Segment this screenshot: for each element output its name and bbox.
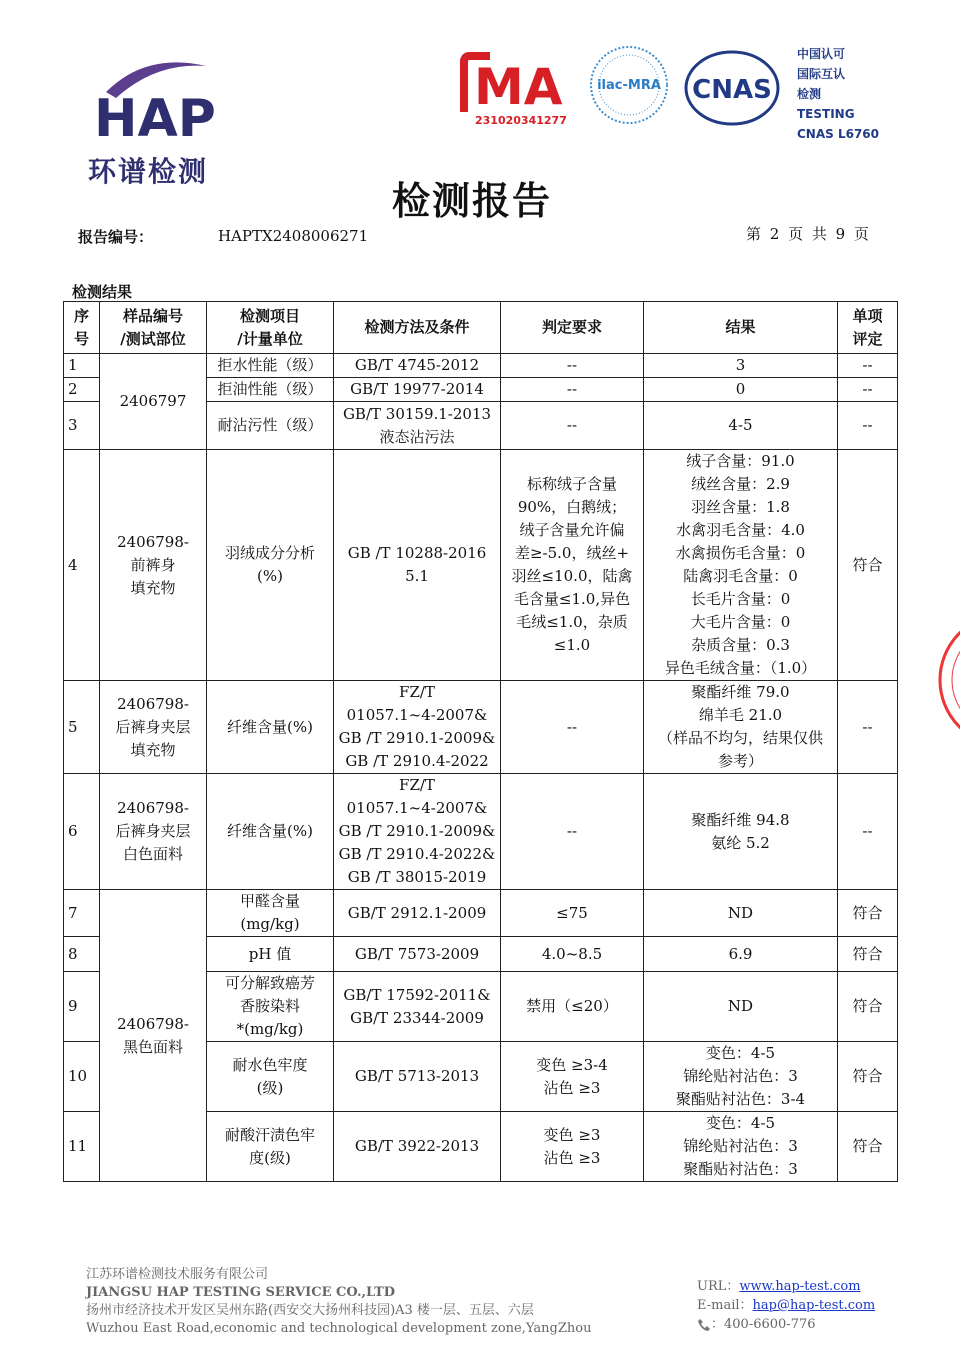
cell-requirement: -- [501, 378, 644, 402]
cnas-line: 检测 [797, 87, 822, 101]
cell-result: 变色：4-5 锦纶贴衬沾色：3 聚酯贴衬沾色：3 [644, 1112, 838, 1182]
col-header-result: 结果 [644, 302, 838, 354]
cell-item: 纤维含量(%) [207, 774, 334, 890]
cell-evaluation: 符合 [838, 972, 898, 1042]
cell-requirement: 变色 ≥3-4 沾色 ≥3 [501, 1042, 644, 1112]
cell-method: GB/T 19977-2014 [334, 378, 501, 402]
cell-method: GB/T 3922-2013 [334, 1112, 501, 1182]
cell-evaluation: -- [838, 354, 898, 378]
cell-seq: 9 [64, 972, 100, 1042]
ilac-logo-text: ilac-MRA [597, 78, 661, 93]
cell-result: 3 [644, 354, 838, 378]
col-header-item: 检测项目 /计量单位 [207, 302, 334, 354]
col-header-seq: 序 号 [64, 302, 100, 354]
cell-sample: 2406798- 前裤身 填充物 [100, 450, 207, 681]
cell-seq: 11 [64, 1112, 100, 1182]
results-table [63, 301, 898, 1182]
col-header-sample: 样品编号 /测试部位 [100, 302, 207, 354]
table-header-row [64, 302, 898, 354]
cell-method: GB/T 4745-2012 [334, 354, 501, 378]
cell-evaluation: 符合 [838, 1042, 898, 1112]
cell-item: 羽绒成分分析 (%) [207, 450, 334, 681]
col-header-requirement: 判定要求 [501, 302, 644, 354]
cell-seq: 10 [64, 1042, 100, 1112]
hap-logo-subtitle: 环谱检测 [88, 155, 209, 188]
col-header-evaluation: 单项 评定 [838, 302, 898, 354]
footer-company-cn: 江苏环谱检测技术服务有限公司 [86, 1267, 269, 1282]
cell-item: 拒水性能（级） [207, 354, 334, 378]
seal-stamp-fragment [936, 610, 960, 750]
cnas-logo [684, 48, 780, 128]
cell-method: GB/T 17592-2011& GB/T 23344-2009 [334, 972, 501, 1042]
table-row [64, 890, 898, 937]
footer-contact [697, 1277, 875, 1334]
report-number-label: 报告编号： [78, 228, 154, 246]
table-row [64, 450, 898, 681]
cnas-line: 国际互认 [797, 67, 846, 81]
cell-item: 耐水色牢度 (级) [207, 1042, 334, 1112]
cnas-accreditation-text [797, 44, 917, 144]
cell-evaluation: 符合 [838, 450, 898, 681]
cell-evaluation: -- [838, 402, 898, 450]
cell-result: 4-5 [644, 402, 838, 450]
phone-prefix: ： [711, 1317, 725, 1332]
cell-requirement: 禁用（≤20） [501, 972, 644, 1042]
cnas-logo-text: CNAS [692, 75, 772, 105]
cma-number: 231020341277 [475, 114, 567, 127]
cell-result: 变色：4-5 锦纶贴衬沾色：3 聚酯贴衬沾色：3-4 [644, 1042, 838, 1112]
cell-requirement: 变色 ≥3 沾色 ≥3 [501, 1112, 644, 1182]
cell-sample: 2406798- 黑色面料 [100, 890, 207, 1182]
cell-result: 聚酯纤维 79.0 绵羊毛 21.0 （样品不均匀，结果仅供 参考） [644, 681, 838, 774]
cell-seq: 8 [64, 937, 100, 972]
section-title: 检测结果 [72, 283, 133, 301]
cell-result: 0 [644, 378, 838, 402]
cell-requirement: 标称绒子含量 90%，白鹅绒； 绒子含量允许偏 差≥-5.0，绒丝+ 羽丝≤10.0，陆禽 毛含量≤1.0,异色 毛绒≤1.0，杂质 ≤1.0 [501, 450, 644, 681]
cell-requirement: -- [501, 354, 644, 378]
cell-evaluation: -- [838, 681, 898, 774]
cnas-line: 中国认可 [797, 47, 846, 61]
cell-item: 耐酸汗渍色牢 度(级) [207, 1112, 334, 1182]
cell-requirement: -- [501, 402, 644, 450]
cell-method: GB/T 2912.1-2009 [334, 890, 501, 937]
cell-result: ND [644, 890, 838, 937]
cell-item: 拒油性能（级） [207, 378, 334, 402]
footer-company-en: JIANGSU HAP TESTING SERVICE CO.,LTD [86, 1285, 396, 1300]
ilac-mra-logo [588, 44, 670, 126]
email-link[interactable]: hap@hap-test.com [752, 1298, 876, 1313]
cnas-line: TESTING [797, 107, 855, 121]
phone-icon [697, 1318, 711, 1332]
cell-result: 聚酯纤维 94.8 氨纶 5.2 [644, 774, 838, 890]
cell-item: pH 值 [207, 937, 334, 972]
document-title: 检测报告 [391, 178, 552, 223]
cell-method: FZ/T 01057.1~4-2007& GB /T 2910.1-2009& GB /T 2910.4-2022 [334, 681, 501, 774]
cell-evaluation: 符合 [838, 890, 898, 937]
url-label: URL： [697, 1279, 740, 1294]
cell-method: FZ/T 01057.1~4-2007& GB /T 2910.1-2009& GB /T 2910.4-2022& GB /T 38015-2019 [334, 774, 501, 890]
cell-seq: 1 [64, 354, 100, 378]
cell-method: GB/T 7573-2009 [334, 937, 501, 972]
cell-evaluation: -- [838, 378, 898, 402]
cell-requirement: ≤75 [501, 890, 644, 937]
cma-logo-text: MA [474, 58, 563, 116]
cell-result: ND [644, 972, 838, 1042]
cell-seq: 6 [64, 774, 100, 890]
hap-logo-text: HAP [94, 89, 216, 149]
cell-seq: 2 [64, 378, 100, 402]
cell-evaluation: -- [838, 774, 898, 890]
cell-evaluation: 符合 [838, 1112, 898, 1182]
cell-seq: 4 [64, 450, 100, 681]
cell-requirement: 4.0~8.5 [501, 937, 644, 972]
cell-sample: 2406798- 后裤身夹层 填充物 [100, 681, 207, 774]
cell-seq: 3 [64, 402, 100, 450]
website-link[interactable]: www.hap-test.com [739, 1279, 861, 1294]
cell-seq: 7 [64, 890, 100, 937]
cnas-line: CNAS L6760 [797, 127, 880, 141]
cell-requirement: -- [501, 774, 644, 890]
cell-evaluation: 符合 [838, 937, 898, 972]
cell-result: 绒子含量：91.0 绒丝含量：2.9 羽丝含量：1.8 水禽羽毛含量：4.0 水禽损伤毛含量：0 陆禽羽毛含量：0 长毛片含量：0 大毛片含量：0 杂质含量：0.3 异色毛绒含量：（1.0） [644, 450, 838, 681]
cell-result: 6.9 [644, 937, 838, 972]
report-number: HAPTX2408006271 [218, 227, 369, 245]
cell-sample: 2406798- 后裤身夹层 白色面料 [100, 774, 207, 890]
table-row [64, 681, 898, 774]
cell-method: GB/T 30159.1-2013 液态沾污法 [334, 402, 501, 450]
phone-number: 400-6600-776 [724, 1317, 816, 1332]
cell-requirement: -- [501, 681, 644, 774]
cell-item: 甲醛含量 (mg/kg) [207, 890, 334, 937]
col-header-method: 检测方法及条件 [334, 302, 501, 354]
table-row [64, 354, 898, 378]
footer-address-en: Wuzhou East Road,economic and technological development zone,YangZhou [86, 1321, 592, 1336]
footer-address-cn: 扬州市经济技术开发区吴州东路(西安交大扬州科技园)A3 楼一层、五层、六层 [86, 1303, 534, 1318]
cell-item: 耐沾污性（级） [207, 402, 334, 450]
cell-item: 纤维含量(%) [207, 681, 334, 774]
footer-company-info [86, 1266, 591, 1338]
cell-item: 可分解致癌芳 香胺染料 *(mg/kg) [207, 972, 334, 1042]
cell-seq: 5 [64, 681, 100, 774]
cell-method: GB /T 10288-2016 5.1 [334, 450, 501, 681]
table-row [64, 774, 898, 890]
page-info: 第 2 页 共 9 页 [746, 225, 869, 243]
cell-method: GB/T 5713-2013 [334, 1042, 501, 1112]
email-label: E-mail： [697, 1298, 753, 1313]
cell-sample: 2406797 [100, 354, 207, 450]
